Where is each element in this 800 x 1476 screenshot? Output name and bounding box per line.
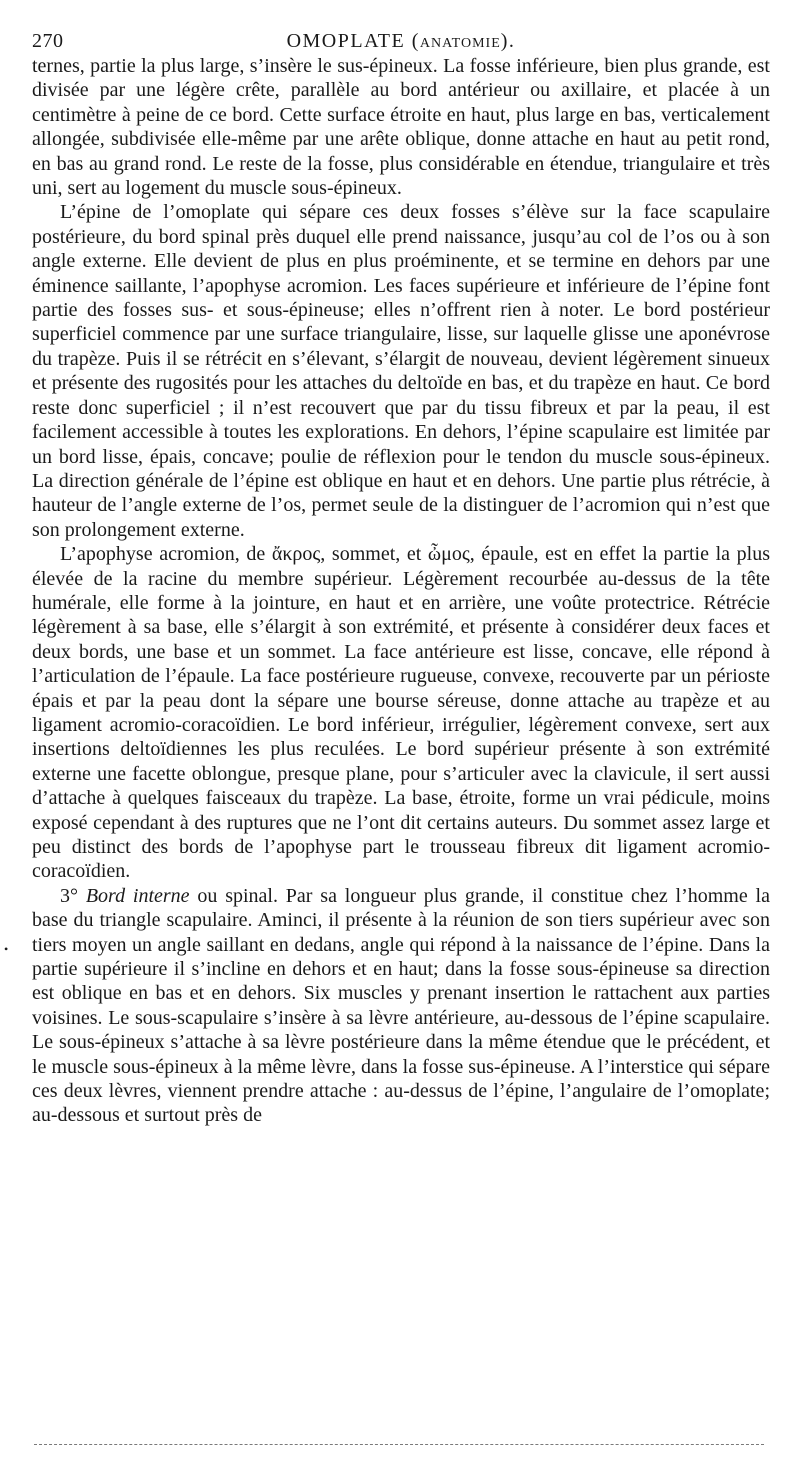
section-text: ou spinal. Par sa longueur plus grande, il constitue chez l’homme la base du triangle scapulaire. Aminci, il présente à la réunion de son tiers supérieur avec son tiers moyen un angle saillant en dedans, angle qui répond à la naissance de l’épine. Dans la partie supérieure il s’incline en dehors et en haut; dans la fosse sous-épineuse sa direction est oblique en bas et en dehors. Six muscles y prenant insertion le rattachent aux parties voisines. Le sous-scapulaire s’insère à sa lèvre antérieure, au-dessous de l’épine scapulaire. Le sous-épineux s’attache à sa lèvre postérieure dans la même étendue que le précédent, et le muscle sous-épineux à la même lèvre, dans la fosse sus-épineuse. A l’interstice qui sépare ces deux lèvres, viennent prendre attache : au-dessus de l’épine, l’angulaire de l’omoplate; au-dessous et surtout près de <box>32 884 770 1127</box>
header-title-subject: ANATOMIE <box>419 36 501 51</box>
body-text <box>32 54 770 1128</box>
section-heading: Bord interne <box>85 884 190 907</box>
header-title-main: OMOPLATE <box>286 30 406 52</box>
paragraph-3: L’apophyse acromion, de ἄκρος, sommet, et ὦμος, épaule, est en effet la partie la plus élevée de la racine du membre supérieur. Légèrement recourbée au-dessus de la tête humérale, elle forme à la jointure, en haut et en arrière, une voûte protectrice. Rétrécie légèrement à sa base, elle s’élargit à son extrémité, et présente à considérer deux faces et deux bords, une base et un sommet. La face antérieure est lisse, concave, elle répond à l’articulation de l’épaule. La face postérieure rugueuse, convexe, recouverte par un périoste épais et par la peau dont la sépare une bourse séreuse, donne attache au trapèze et au ligament acromio-coracoïdien. Le bord inférieur, irrégulier, légèrement convexe, sert aux insertions deltoïdiennes les plus reculées. Le bord supérieur présente à son extrémité externe une facette oblongue, presque plane, pour s’articuler avec la clavicule, il sert aussi d’attache à quelques faisceaux du trapèze. La base, étroite, forme un vrai pédicule, moins exposé cependant à des ruptures que ne l’ont dit certains auteurs. Du sommet assez large et peu distinct des bords de l’apophyse part le trousseau fibreux dit ligament acromio-coracoïdien. <box>32 543 770 883</box>
page <box>32 24 770 1128</box>
running-head <box>32 24 770 54</box>
header-title <box>32 30 770 53</box>
header-title-open: ( <box>405 30 420 52</box>
paragraph-4 <box>32 884 770 1128</box>
header-title-close: ). <box>500 30 516 52</box>
section-number: 3° <box>60 884 86 907</box>
margin-mark: • <box>4 942 9 956</box>
page-number: 270 <box>32 30 64 52</box>
paragraph-2: L’épine de l’omoplate qui sépare ces deux fosses s’élève sur la face scapulaire postérieure, du bord spinal près duquel elle prend naissance, jusqu’au col de l’os ou à son angle externe. Elle devient de plus en plus proéminente, et se termine en dehors par une éminence saillante, l’apophyse acromion. Les faces supérieure et inférieure de l’épine font partie des fosses sus- et sous-épineuse; elles n’offrent rien à noter. Le bord postérieur superficiel commence par une surface triangulaire, lisse, sur laquelle glisse une aponévrose du trapèze. Puis il se rétrécit en s’élevant, s’élargit de nouveau, devient légèrement sinueux et présente des rugosités pour les attaches du deltoïde en bas, et du trapèze en haut. Ce bord reste donc superficiel ; il n’est recouvert que par du tissu fibreux et par la peau, il est facilement accessible à toutes les explorations. En dehors, l’épine scapulaire est limitée par un bord lisse, épais, concave; poulie de réflexion pour le tendon du muscle sous-épineux. La direction générale de l’épine est oblique en haut et en dehors. Une partie plus rétrécie, à hauteur de l’angle externe de l’os, permet seule de la distinguer de l’acromion qui n’est que son prolongement externe. <box>32 201 770 541</box>
footer-rule <box>34 1444 764 1445</box>
paragraph-1: ternes, partie la plus large, s’insère le sus-épineux. La fosse inférieure, bien plus grande, est divisée par une légère crête, parallèle au bord antérieur ou axillaire, et placée à un centimètre à peine de ce bord. Cette surface étroite en haut, plus large en bas, verticalement allongée, subdivisée elle-même par une arête oblique, donne attache en haut au petit rond, en bas au grand rond. Le reste de la fosse, plus considérable en étendue, triangulaire et très uni, sert au logement du muscle sous-épineux. <box>32 55 770 200</box>
